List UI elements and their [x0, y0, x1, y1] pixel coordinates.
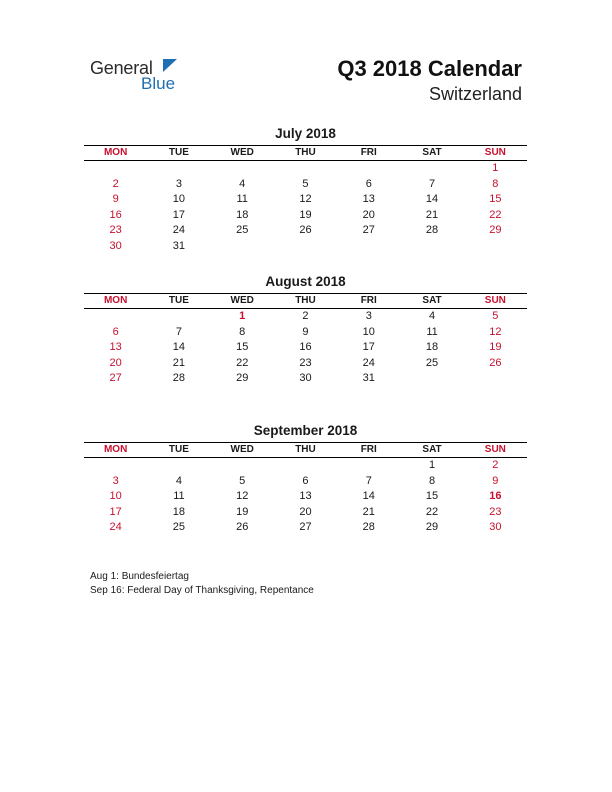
weekday-header: TUE	[147, 146, 210, 161]
day-cell	[400, 239, 463, 255]
day-cell: 18	[425, 341, 439, 353]
day-cell: 12	[236, 490, 249, 502]
day-cell: 16	[299, 341, 312, 353]
day-cell: 30	[299, 372, 312, 384]
weekday-header: MON	[84, 294, 147, 309]
day-cell: 30	[489, 521, 502, 533]
weekday-header: MON	[84, 146, 147, 161]
day-cell: 30	[109, 239, 122, 252]
day-cell: 18	[236, 208, 249, 221]
day-cell: 27	[109, 372, 122, 384]
day-cell: 21	[425, 208, 439, 221]
day-cell: 27	[299, 521, 312, 533]
weekday-header: SAT	[400, 294, 463, 309]
holiday-note: Aug 1: Bundesfeiertag	[90, 571, 189, 582]
week-row	[84, 458, 527, 474]
weekday-header: WED	[211, 443, 274, 458]
week-row	[84, 520, 527, 536]
day-cell: 8	[428, 474, 436, 487]
weekday-header: THU	[274, 146, 337, 161]
week-row	[84, 505, 527, 521]
week-row	[84, 340, 527, 356]
week-row	[84, 309, 527, 325]
weekday-header: SUN	[464, 146, 527, 161]
day-cell	[464, 371, 527, 387]
day-cell: 11	[236, 193, 248, 205]
weekday-header: MON	[84, 443, 147, 458]
day-cell: 19	[236, 505, 249, 518]
day-cell: 14	[362, 490, 375, 502]
day-cell	[337, 458, 400, 474]
day-cell: 26	[236, 521, 249, 533]
day-cell	[211, 458, 274, 474]
day-cell: 1	[492, 162, 499, 174]
week-row	[84, 325, 527, 341]
day-cell: 18	[172, 505, 186, 518]
week-row	[84, 371, 527, 387]
day-cell: 20	[362, 208, 375, 221]
weekday-header: SUN	[464, 443, 527, 458]
day-cell: 24	[362, 356, 375, 369]
day-cell: 11	[426, 325, 438, 338]
weekday-header: THU	[274, 443, 337, 458]
day-cell: 10	[362, 325, 375, 338]
day-cell: 17	[109, 505, 122, 518]
month-title: August 2018	[265, 274, 346, 289]
day-cell: 11	[173, 490, 185, 502]
day-cell: 12	[489, 325, 502, 338]
day-cell: 15	[236, 341, 249, 353]
day-cell: 22	[236, 356, 249, 369]
day-cell: 5	[492, 310, 499, 322]
logo-word-general: General	[90, 58, 153, 78]
day-cell: 14	[425, 193, 439, 205]
day-cell: 25	[425, 356, 439, 369]
day-cell: 16	[489, 490, 502, 502]
day-cell: 13	[109, 341, 122, 353]
day-cell: 26	[299, 224, 312, 236]
day-cell: 13	[362, 193, 375, 205]
day-cell: 25	[236, 224, 249, 236]
page-title: Q3 2018 Calendar	[337, 56, 522, 81]
month-september	[84, 423, 527, 536]
day-cell: 26	[489, 356, 502, 369]
day-cell: 4	[428, 310, 436, 322]
day-cell: 23	[299, 356, 312, 369]
day-cell: 19	[489, 341, 502, 353]
week-row	[84, 192, 527, 208]
week-row	[84, 239, 527, 255]
day-cell: 16	[109, 208, 122, 221]
day-cell: 9	[112, 193, 119, 205]
day-cell: 29	[236, 372, 249, 384]
month-title: July 2018	[275, 126, 336, 141]
day-cell: 31	[362, 372, 375, 384]
month-august	[84, 274, 527, 387]
day-cell: 24	[109, 521, 122, 533]
week-row	[84, 177, 527, 193]
day-cell: 29	[425, 521, 439, 533]
month-grid	[84, 145, 527, 254]
day-cell: 6	[112, 325, 119, 338]
day-cell: 20	[109, 356, 122, 369]
day-cell	[147, 309, 210, 325]
weekday-header: FRI	[337, 443, 400, 458]
weekday-header-row	[84, 146, 527, 161]
day-cell: 17	[172, 208, 186, 221]
holiday-notes	[90, 570, 314, 598]
day-cell: 17	[362, 341, 375, 353]
day-cell	[337, 239, 400, 255]
logo-triangle-icon	[163, 59, 177, 72]
day-cell: 20	[299, 505, 312, 518]
day-cell: 13	[299, 490, 312, 502]
month-title: September 2018	[253, 423, 358, 438]
day-cell: 27	[362, 224, 375, 236]
month-july	[84, 126, 527, 254]
week-row	[84, 489, 527, 505]
day-cell	[84, 161, 147, 177]
day-cell	[400, 371, 463, 387]
day-cell: 28	[425, 224, 439, 236]
day-cell: 21	[362, 505, 375, 518]
day-cell: 10	[172, 193, 186, 205]
country-subtitle: Switzerland	[428, 84, 522, 104]
holiday-note: Sep 16: Federal Day of Thanksgiving, Repentance	[90, 585, 314, 596]
week-row	[84, 208, 527, 224]
weekday-header-row	[84, 443, 527, 458]
day-cell: 8	[492, 177, 499, 190]
day-cell: 9	[302, 325, 309, 338]
day-cell	[211, 239, 274, 255]
month-grid	[84, 293, 527, 387]
day-cell	[274, 161, 337, 177]
weekday-header: WED	[211, 294, 274, 309]
day-cell: 4	[175, 474, 182, 487]
day-cell: 15	[489, 193, 502, 205]
logo	[90, 54, 200, 94]
day-cell: 1	[239, 310, 246, 322]
day-cell: 5	[302, 177, 309, 190]
day-cell	[274, 458, 337, 474]
weekday-header: TUE	[147, 443, 210, 458]
day-cell: 25	[172, 521, 186, 533]
day-cell	[211, 161, 274, 177]
weekday-header: TUE	[147, 294, 210, 309]
day-cell: 1	[428, 459, 436, 471]
day-cell: 10	[109, 490, 122, 502]
day-cell: 8	[239, 325, 246, 338]
day-cell	[400, 161, 463, 177]
day-cell: 3	[112, 474, 119, 487]
weekday-header: FRI	[337, 146, 400, 161]
day-cell: 14	[172, 341, 186, 353]
day-cell: 2	[492, 459, 499, 471]
day-cell: 22	[489, 208, 502, 221]
day-cell: 29	[489, 224, 502, 236]
day-cell: 31	[172, 239, 186, 252]
day-cell	[147, 458, 210, 474]
logo-word-blue: Blue	[141, 74, 176, 93]
day-cell	[84, 458, 147, 474]
week-row	[84, 223, 527, 239]
day-cell: 19	[299, 208, 312, 221]
week-row	[84, 474, 527, 490]
day-cell: 12	[299, 193, 312, 205]
day-cell: 7	[365, 474, 372, 487]
day-cell: 7	[175, 325, 182, 338]
day-cell	[337, 161, 400, 177]
day-cell: 2	[112, 177, 119, 190]
day-cell: 15	[425, 490, 439, 502]
weekday-header: SUN	[464, 294, 527, 309]
day-cell: 23	[109, 224, 122, 236]
week-row	[84, 356, 527, 372]
day-cell	[464, 239, 527, 255]
day-cell: 28	[362, 521, 375, 533]
day-cell: 5	[239, 474, 246, 487]
day-cell	[274, 239, 337, 255]
weekday-header: SAT	[400, 146, 463, 161]
day-cell: 3	[175, 177, 182, 190]
weekday-header-row	[84, 294, 527, 309]
weekday-header: THU	[274, 294, 337, 309]
day-cell: 21	[172, 356, 186, 369]
day-cell: 6	[302, 474, 309, 487]
day-cell: 9	[492, 474, 499, 487]
week-row	[84, 161, 527, 177]
weekday-header: WED	[211, 146, 274, 161]
day-cell: 7	[428, 177, 436, 190]
day-cell: 6	[365, 177, 372, 190]
weekday-header: FRI	[337, 294, 400, 309]
day-cell: 4	[239, 177, 246, 190]
day-cell: 22	[425, 505, 439, 518]
day-cell	[147, 161, 210, 177]
day-cell: 3	[365, 310, 372, 322]
day-cell: 28	[172, 372, 186, 384]
day-cell: 2	[302, 310, 309, 322]
day-cell: 24	[172, 224, 186, 236]
month-grid	[84, 442, 527, 536]
day-cell	[84, 309, 147, 325]
weekday-header: SAT	[400, 443, 463, 458]
day-cell: 23	[489, 505, 502, 518]
